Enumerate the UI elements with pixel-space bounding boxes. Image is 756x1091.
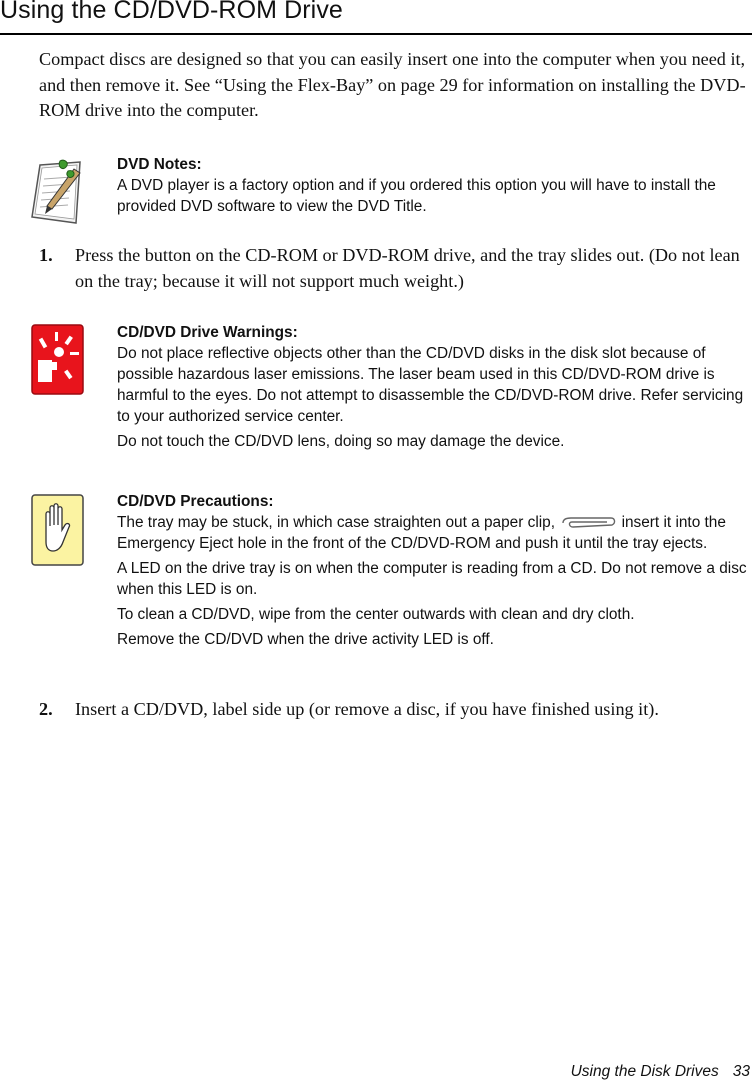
precautions-text-1-after: insert it into the Emergency Eject hole in the front of the CD/DVD-ROM and push it until the tray ejects. [117, 514, 726, 552]
warnings-text-1: Do not place reflective objects other than the CD/DVD disks in the disk slot because of possible hazardous laser emissions. The laser beam used in this CD/DVD-ROM drive is harmful to the eyes. Do not attempt to disassemble the CD/DVD-ROM drive. Refer servicing to your authorized service center. [117, 345, 744, 425]
warnings-heading: CD/DVD Drive Warnings: [117, 324, 298, 341]
warnings-box [117, 322, 753, 452]
page-footer [571, 1063, 750, 1081]
footer-section-title: Using the Disk Drives [570, 1063, 719, 1080]
precautions-text-1 [117, 512, 753, 554]
dvd-notes-text: A DVD player is a factory option and if you ordered this option you will have to install the provided DVD software to view the DVD Title. [117, 177, 716, 215]
precautions-box [117, 491, 753, 650]
step-1-number: 1. [39, 245, 53, 265]
warnings-text-2: Do not touch the CD/DVD lens, doing so may damage the device. [117, 433, 565, 450]
precautions-text-4: Remove the CD/DVD when the drive activity LED is off. [117, 631, 494, 648]
step-2-number: 2. [39, 699, 53, 719]
precautions-text-2: A LED on the drive tray is on when the computer is reading from a CD. Do not remove a disc when this LED is on. [117, 560, 747, 598]
notepad-pencil-icon [30, 157, 86, 227]
precautions-text-1-before: The tray may be stuck, in which case straighten out a paper clip, [117, 514, 555, 531]
intro-paragraph: Compact discs are designed so that you can easily insert one into the computer when you need it, and then remove it. See “Using the Flex-Bay” on page 29 for information on installing the DVD-ROM drive into the computer. [39, 49, 746, 120]
precautions-heading: CD/DVD Precautions: [117, 493, 274, 510]
dvd-notes-box [117, 154, 753, 217]
title-rule [0, 33, 752, 35]
step-1-text: Press the button on the CD-ROM or DVD-ROM drive, and the tray slides out. (Do not lean on the tray; because it will not support much weight.) [75, 245, 740, 291]
dvd-notes-heading: DVD Notes: [117, 156, 202, 173]
precautions-text-3: To clean a CD/DVD, wipe from the center outwards with clean and dry cloth. [117, 606, 635, 623]
page-title: Using the CD/DVD-ROM Drive [0, 0, 343, 24]
step-2-text: Insert a CD/DVD, label side up (or remove a disc, if you have finished using it). [75, 699, 659, 719]
paper-clip-icon [559, 516, 617, 530]
page-number: 33 [732, 1063, 750, 1080]
laser-warning-icon [31, 324, 84, 395]
stop-hand-icon [31, 494, 84, 566]
